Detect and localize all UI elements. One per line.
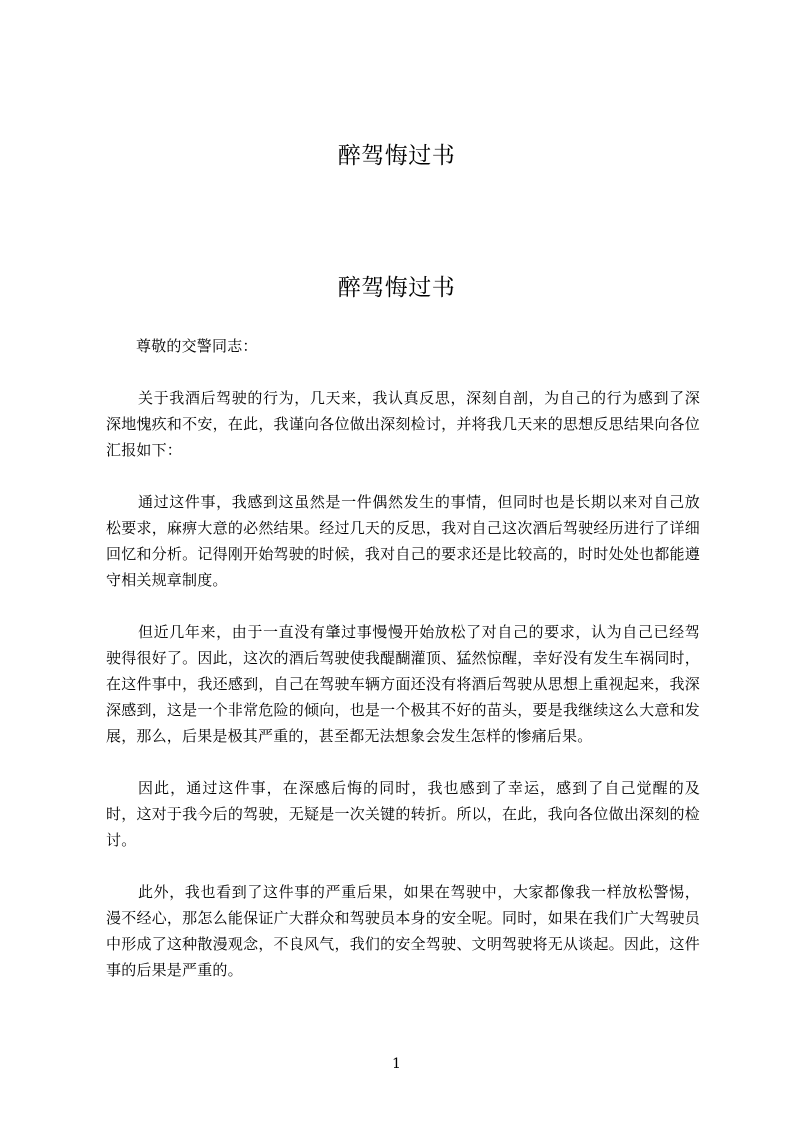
paragraph-5: 此外，我也看到了这件事的严重后果，如果在驾驶中，大家都像我一样放松警惕，漫不经心，那怎么能保证广大群众和驾驶员本身的安全呢。同时，如果在我们广大驾驶员中形成了这种散漫观念，不良风气，我们的安全驾驶、文明驾驶将无从谈起。因此，这件事的后果是严重的。	[106, 883, 700, 979]
salutation: 尊敬的交警同志：	[136, 337, 258, 355]
document-title: 醉驾悔过书	[337, 275, 456, 301]
document-body	[106, 333, 700, 1009]
paragraph-1: 关于我酒后驾驶的行为，几天来，我认真反思，深刻自剖，为自己的行为感到了深深地愧疚和不安，在此，我谨向各位做出深刻检讨，并将我几天来的思想反思结果向各位汇报如下：	[106, 389, 700, 459]
page-number: 1	[392, 1056, 401, 1072]
paragraph-4: 因此，通过这件事，在深感后悔的同时，我也感到了幸运，感到了自己觉醒的及时，这对于我今后的驾驶，无疑是一次关键的转折。所以，在此，我向各位做出深刻的检讨。	[106, 779, 700, 849]
paragraph-2: 通过这件事，我感到这虽然是一件偶然发生的事情，但同时也是长期以来对自己放松要求，麻痹大意的必然结果。经过几天的反思，我对自己这次酒后驾驶经历进行了详细回忆和分析。记得刚开始驾驶的时候，我对自己的要求还是比较高的，时时处处也都能遵守相关规章制度。	[106, 493, 700, 589]
paragraph-3: 但近几年来，由于一直没有肇过事慢慢开始放松了对自己的要求，认为自己已经驾驶得很好了。因此，这次的酒后驾驶使我醍醐灌顶、猛然惊醒，幸好没有发生车祸同时，在这件事中，我还感到，自己在驾驶车辆方面还没有将酒后驾驶从思想上重视起来，我深深感到，这是一个非常危险的倾向，也是一个极其不好的苗头，要是我继续这么大意和发展，那么，后果是极其严重的，甚至都无法想象会发生怎样的惨痛后果。	[106, 623, 700, 745]
page-header-title: 醉驾悔过书	[337, 143, 456, 169]
